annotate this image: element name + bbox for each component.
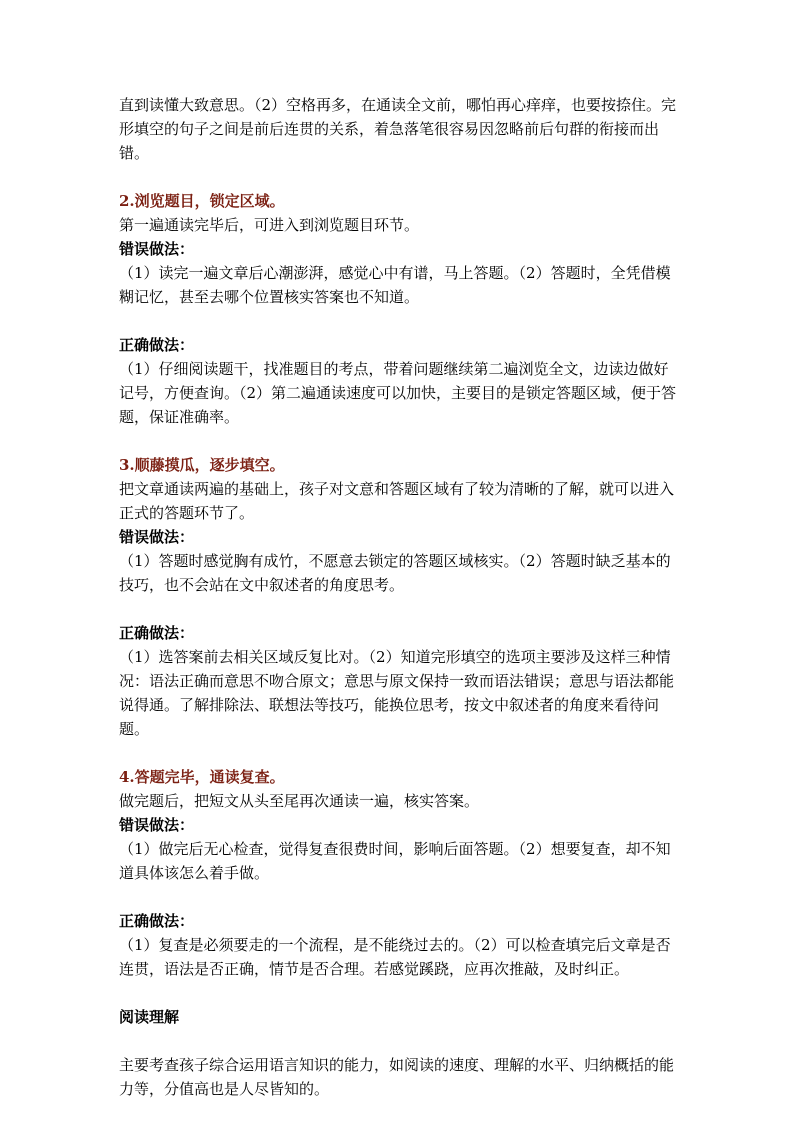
step-3-right-label: 正确做法： (119, 624, 195, 642)
step-3-wrong-text: （1）答题时感觉胸有成竹，不愿意去锁定的答题区域核实。（2）答题时缺乏基本的技巧，也不会站在文中叙述者的角度思考。 (119, 552, 671, 594)
step-2-wrong-label: 错误做法： (119, 240, 195, 258)
intro-paragraph: 直到读懂大致意思。（2）空格再多，在通读全文前，哪怕再心痒痒，也要按捺住。完形填空的句子之间是前后连贯的关系，着急落笔很容易因忽略前后句群的衔接而出错。 (119, 96, 677, 162)
reading-section-body: 主要考查孩子综合运用语言知识的能力，如阅读的速度、理解的水平、归纳概括的能力等，分值高也是人尽皆知的。 (119, 1056, 675, 1098)
step-4-right-label: 正确做法： (119, 912, 195, 930)
document-page (119, 93, 679, 1101)
step-2-heading: 2.浏览题目，锁定区域。 (119, 192, 285, 210)
step-3-heading: 3.顺藤摸瓜，逐步填空。 (119, 456, 285, 474)
step-4-right-text: （1）复查是必须要走的一个流程，是不能绕过去的。（2）可以检查填完后文章是否连贯，语法是否正确，情节是否合理。若感觉蹊跷，应再次推敲，及时纠正。 (119, 936, 671, 978)
step-4-desc: 做完题后，把短文从头至尾再次通读一遍，核实答案。 (119, 792, 480, 810)
step-2-right-label: 正确做法： (119, 336, 195, 354)
step-4-wrong-text: （1）做完后无心检查，觉得复查很费时间，影响后面答题。（2）想要复查，却不知道具体该怎么着手做。 (119, 840, 671, 882)
step-3-wrong-label: 错误做法： (119, 528, 195, 546)
step-2-wrong-text: （1）读完一遍文章后心潮澎湃，感觉心中有谱，马上答题。（2）答题时，全凭借模糊记忆，甚至去哪个位置核实答案也不知道。 (119, 264, 671, 306)
step-3-right-text: （1）选答案前去相关区域反复比对。（2）知道完形填空的选项主要涉及这样三种情况：语法正确而意思不吻合原文；意思与原文保持一致而语法错误；意思与语法都能说得通。了解排除法、联想法等技巧，能换位思考，按文中叙述者的角度来看待问题。 (119, 648, 675, 738)
step-3-desc: 把文章通读两遍的基础上，孩子对文意和答题区域有了较为清晰的了解，就可以进入正式的答题环节了。 (119, 480, 675, 522)
reading-section-title: 阅读理解 (119, 1008, 180, 1026)
step-2-right-text: （1）仔细阅读题干，找准题目的考点，带着问题继续第二遍浏览全文，边读边做好记号，方便查询。（2）第二遍通读速度可以加快，主要目的是锁定答题区域，便于答题，保证准确率。 (119, 360, 677, 426)
step-4-heading: 4.答题完毕，通读复查。 (119, 768, 285, 786)
step-2-desc: 第一遍通读完毕后，可进入到浏览题目环节。 (119, 216, 420, 234)
step-4-wrong-label: 错误做法： (119, 816, 195, 834)
